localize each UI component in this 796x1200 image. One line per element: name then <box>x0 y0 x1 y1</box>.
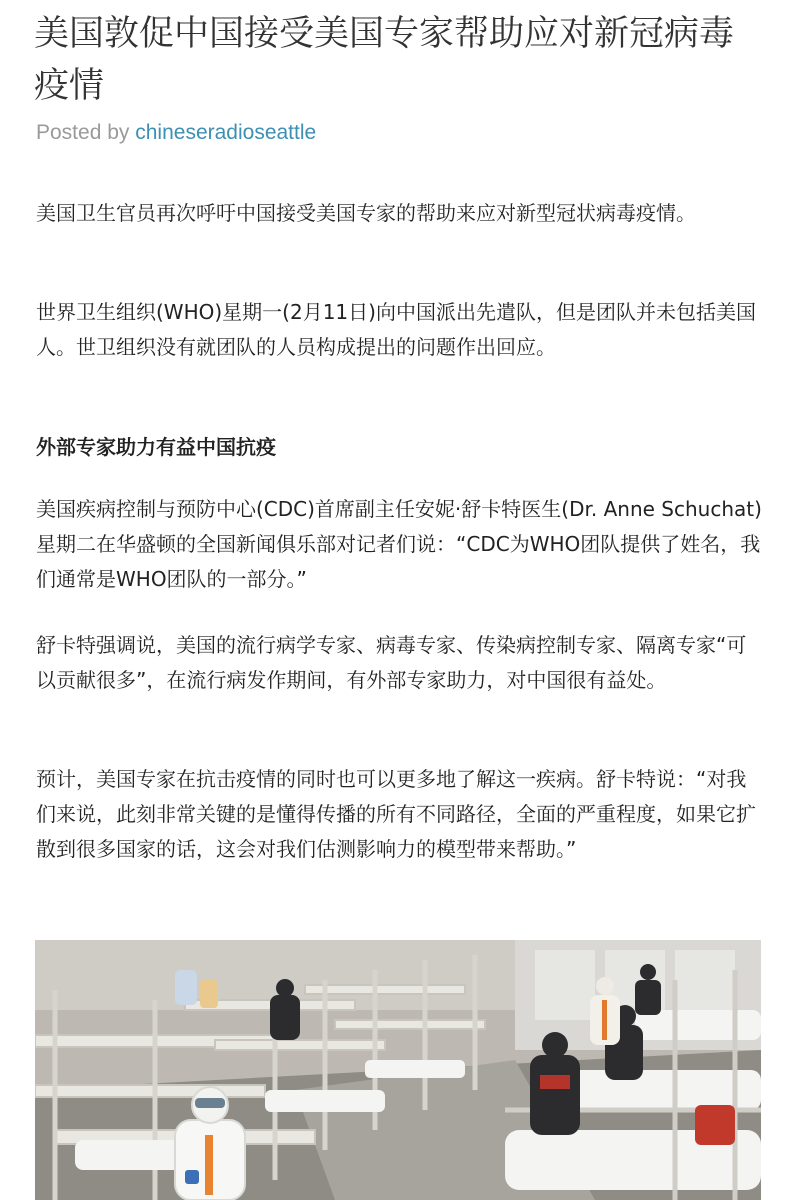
paragraph-intro: 美国卫生官员再次呼吁中国接受美国专家的帮助来应对新型冠状病毒疫情。 <box>36 201 696 225</box>
hospital-photo-illustration <box>35 940 761 1200</box>
section-heading: 外部专家助力有益中国抗疫 <box>36 435 276 459</box>
hospital-photo <box>35 940 761 1200</box>
paragraph-cdc-quote: 美国疾病控制与预防中心(CDC)首席副主任安妮·舒卡特医生(Dr. Anne Schuchat)星期二在华盛顿的全国新闻俱乐部对记者们说：“CDC为WHO团队提供了姓名，我们通常是WHO团队的一部分。” <box>36 497 762 591</box>
paragraph-who-team: 世界卫生组织(WHO)星期一(2月11日)向中国派出先遣队，但是团队并未包括美国人。世卫组织没有就团队的人员构成提出的问题作出回应。 <box>36 300 756 359</box>
paragraph-experts: 舒卡特强调说，美国的流行病学专家、病毒专家、传染病控制专家、隔离专家“可以贡献很多”，在流行病发作期间，有外部专家助力，对中国很有益处。 <box>36 633 747 692</box>
author-link[interactable]: chineseradioseattle <box>135 121 317 144</box>
byline <box>36 118 316 148</box>
article-title: 美国敦促中国接受美国专家帮助应对新冠病毒疫情 <box>34 14 735 106</box>
paragraph-transmission: 预计，美国专家在抗击疫情的同时也可以更多地了解这一疾病。舒卡特说：“对我们来说，此刻非常关键的是懂得传播的所有不同路径，全面的严重程度，如果它扩散到很多国家的话，这会对我们估测影响力的模型带来帮助。” <box>36 767 756 861</box>
byline-prefix: Posted by <box>36 121 136 144</box>
